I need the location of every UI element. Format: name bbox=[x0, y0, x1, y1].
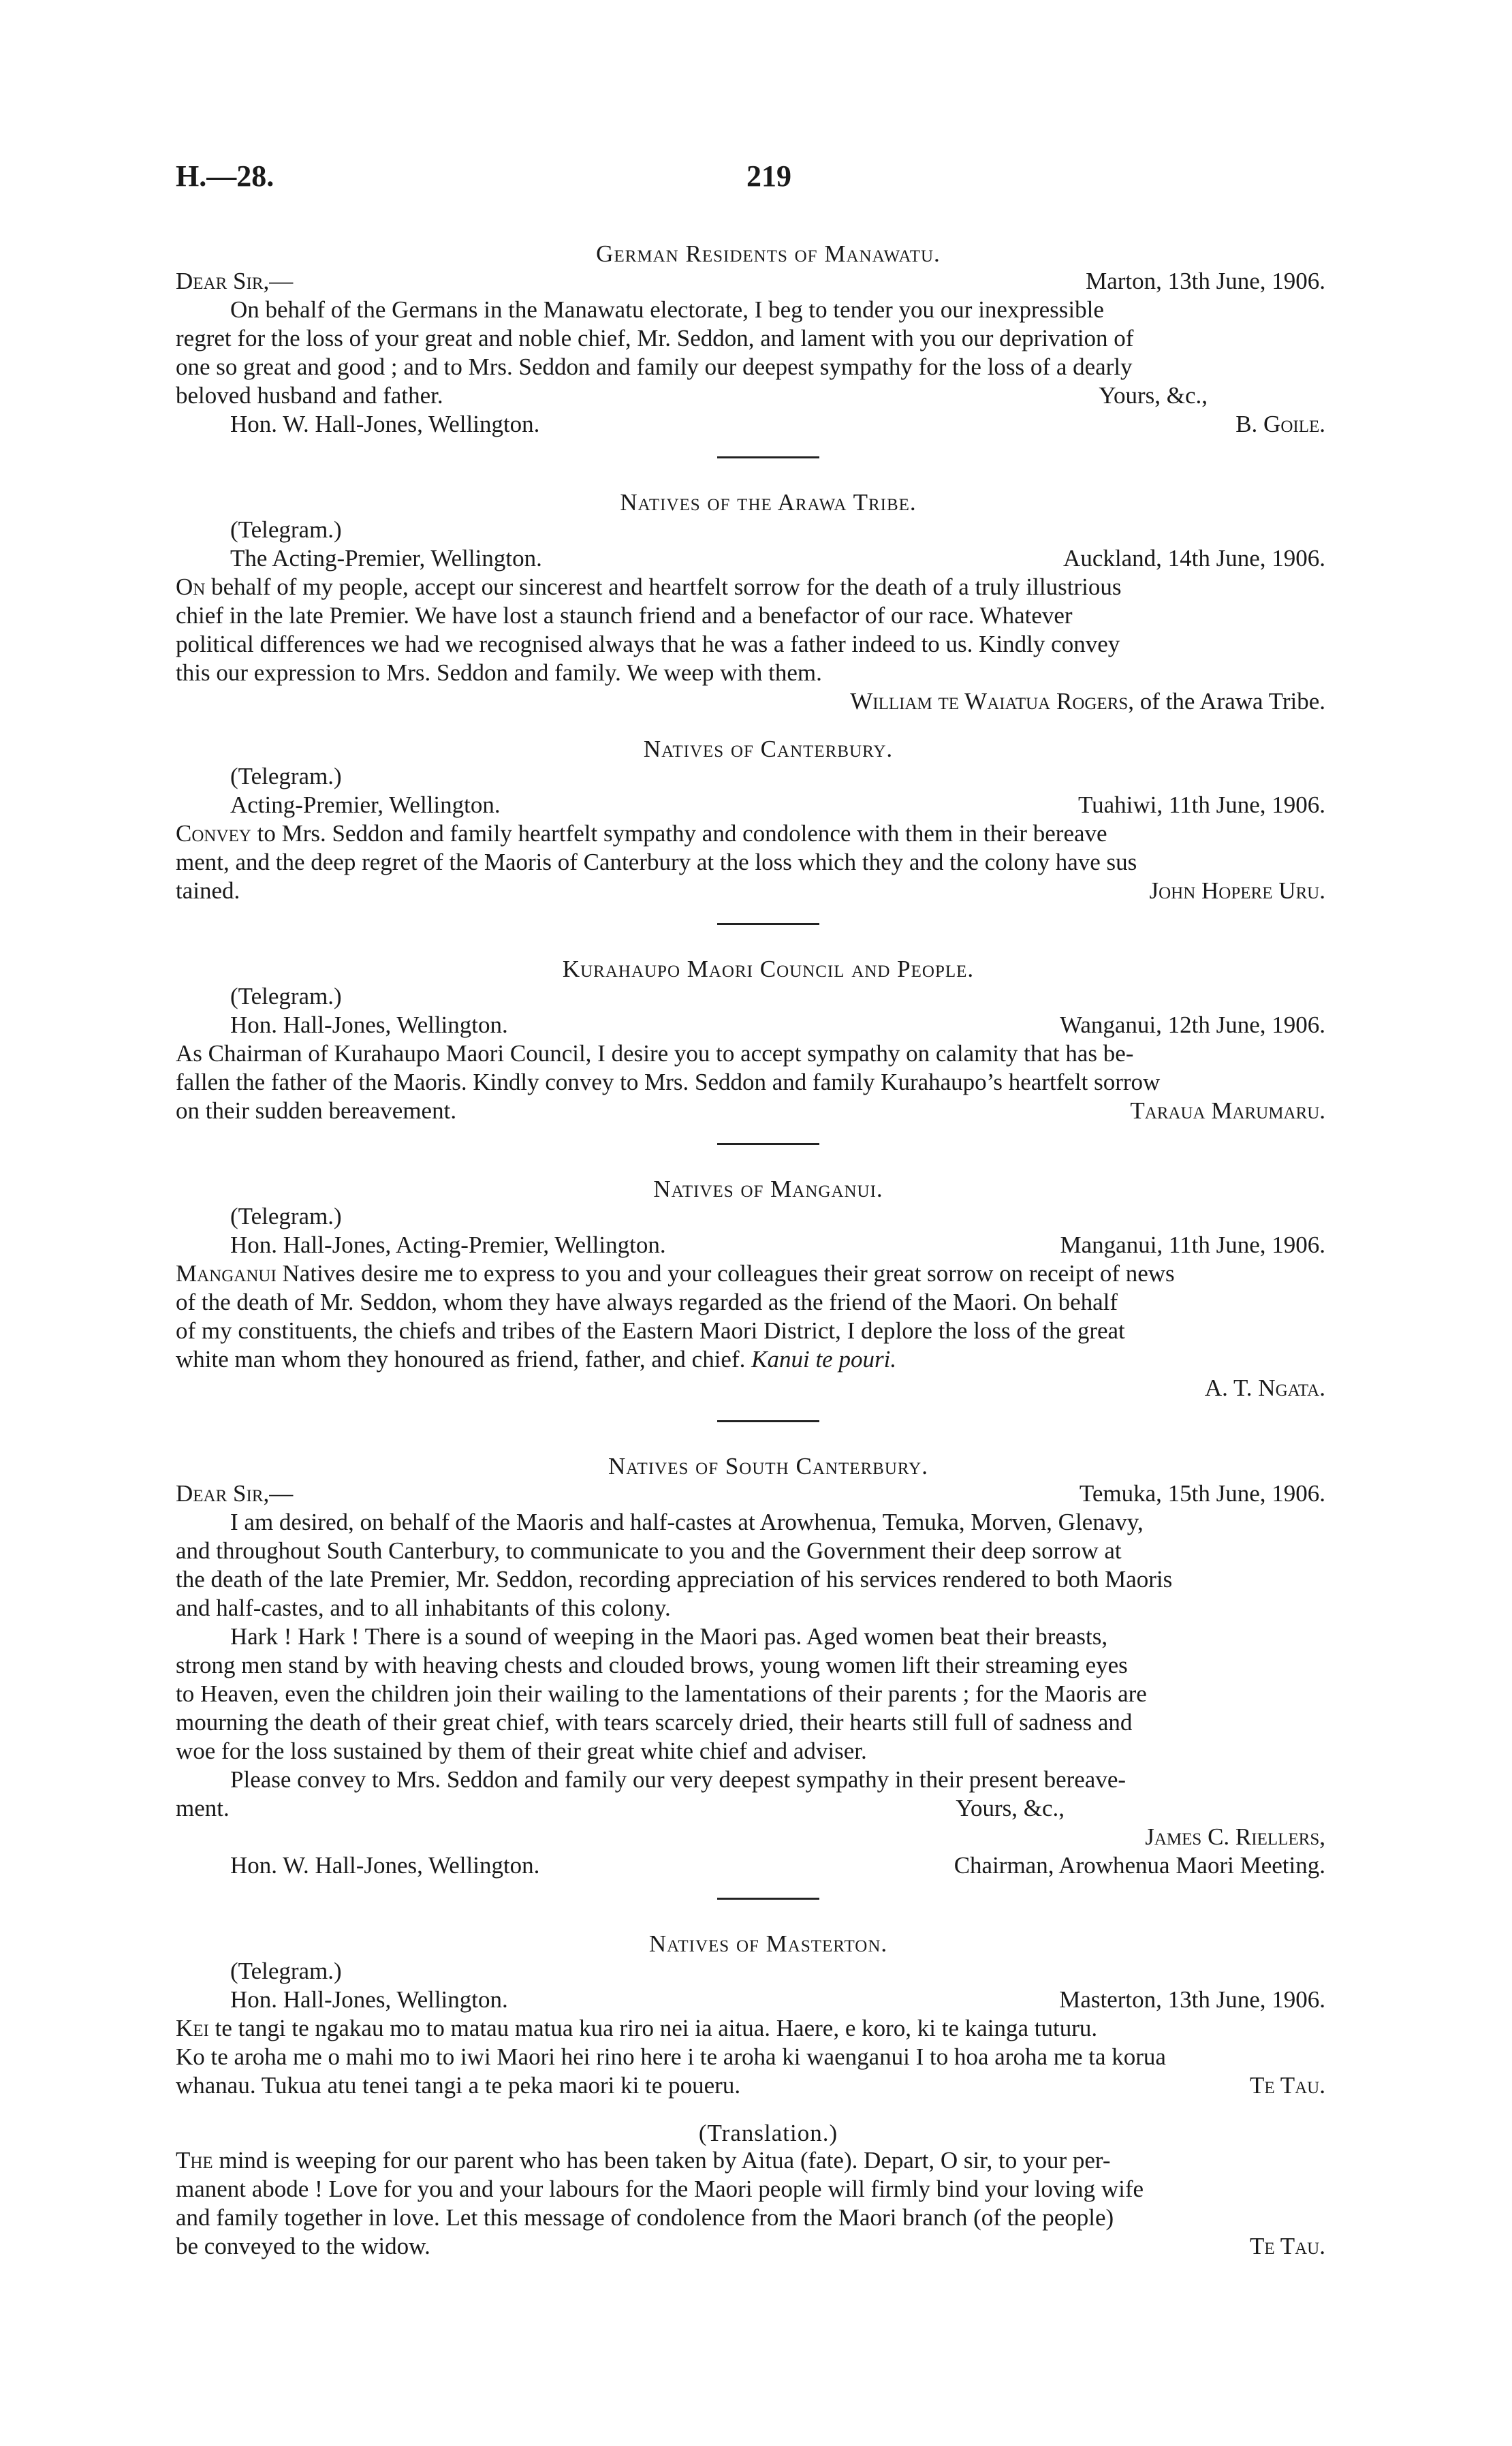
document-body bbox=[176, 240, 1361, 2261]
body-line: whanau. Tukua atu tenei tangi a te peka maori ki te poueru. bbox=[176, 2072, 741, 2099]
section-manganui bbox=[176, 1175, 1361, 1402]
section-kurahaupo bbox=[176, 955, 1361, 1125]
section-divider bbox=[717, 456, 819, 458]
signature-row bbox=[176, 2232, 1361, 2261]
body-line bbox=[176, 2014, 1361, 2043]
body-line: ment. bbox=[176, 1795, 230, 1821]
signature-rest: , of the Arawa Tribe. bbox=[1128, 688, 1325, 715]
body-line: political differences we had we recognised always that he was a father indeed to us. Kindly convey bbox=[176, 631, 1120, 657]
signature-row bbox=[176, 2071, 1361, 2100]
section-divider bbox=[717, 923, 819, 925]
address-row bbox=[176, 1986, 1361, 2014]
body-line: one so great and good ; and to Mrs. Seddon and family our deepest sympathy for the loss of a dearly bbox=[176, 354, 1133, 380]
signature: John Hopere Uru. bbox=[1149, 877, 1325, 904]
body-line: the death of the late Premier, Mr. Seddon, recording appreciation of his services rendered to both Maoris bbox=[176, 1566, 1173, 1593]
body-line bbox=[176, 2146, 1361, 2175]
salutation: Dear Sir,— bbox=[176, 268, 294, 294]
telegram-label: (Telegram.) bbox=[230, 1958, 342, 1984]
dateline: Marton, 13th June, 1906. bbox=[1086, 268, 1325, 294]
section-divider bbox=[717, 1898, 819, 1900]
body-line: strong men stand by with heaving chests and clouded brows, young women lift their streaming eyes bbox=[176, 1652, 1128, 1678]
section-canterbury bbox=[176, 735, 1361, 905]
section-heading: Natives of the Arawa Tribe. bbox=[620, 489, 917, 516]
signature: B. Goile. bbox=[1235, 411, 1325, 437]
signature: Te Tau. bbox=[1249, 2233, 1325, 2259]
translation-heading: (Translation.) bbox=[698, 2120, 838, 2146]
signature-row bbox=[176, 1851, 1361, 1880]
signature-name: William te Waiatua Rogers bbox=[850, 688, 1129, 715]
section-heading: Natives of Canterbury. bbox=[643, 736, 894, 762]
body-line: and half-castes, and to all inhabitants of this colony. bbox=[176, 1595, 671, 1621]
salutation: Dear Sir,— bbox=[176, 1480, 294, 1507]
body-line bbox=[176, 573, 1361, 601]
body-text: behalf of my people, accept our sincerest and heartfelt sorrow for the death of a truly illustrious bbox=[205, 574, 1122, 600]
body-line: woe for the loss sustained by them of their great white chief and adviser. bbox=[176, 1738, 867, 1764]
body-line: beloved husband and father. bbox=[176, 382, 443, 409]
body-line: and family together in love. Let this message of condolence from the Maori branch (of the people) bbox=[176, 2204, 1114, 2231]
dateline: Masterton, 13th June, 1906. bbox=[1059, 1986, 1325, 2013]
body-line: of the death of Mr. Seddon, whom they have always regarded as the friend of the Maori. On behalf bbox=[176, 1289, 1118, 1315]
dateline: Tuahiwi, 11th June, 1906. bbox=[1078, 791, 1325, 818]
body-line bbox=[176, 1345, 1361, 1374]
addressee: Hon. W. Hall-Jones, Wellington. bbox=[230, 1852, 540, 1879]
signature-row bbox=[176, 410, 1361, 439]
page-header bbox=[176, 159, 1238, 196]
body-text: te tangi te ngakau mo to matau matua kua riro nei ia aitua. Haere, e koro, ki te kainga tuturu. bbox=[208, 2015, 1098, 2041]
body-line: and throughout South Canterbury, to communicate to you and the Government their deep sorrow at bbox=[176, 1537, 1122, 1564]
body-line: mourning the death of their great chief, with tears scarcely dried, their hearts still full of sadness and bbox=[176, 1709, 1133, 1736]
body-text: Natives desire me to express to you and your colleagues their great sorrow on receipt of news bbox=[276, 1260, 1175, 1287]
dateline: Temuka, 15th June, 1906. bbox=[1079, 1480, 1325, 1507]
telegram-label: (Telegram.) bbox=[230, 516, 342, 543]
body-line bbox=[176, 819, 1361, 848]
first-word: Convey bbox=[176, 820, 251, 847]
address-row bbox=[176, 544, 1361, 573]
address-row bbox=[176, 1011, 1361, 1039]
body-line: I am desired, on behalf of the Maoris and half-castes at Arowhenua, Temuka, Morven, Glenavy, bbox=[230, 1509, 1144, 1535]
body-line: ment, and the deep regret of the Maoris of Canterbury at the loss which they and the colony have sus bbox=[176, 849, 1137, 875]
signature: James C. Riellers, bbox=[1145, 1823, 1325, 1850]
first-word: On bbox=[176, 574, 206, 600]
section-arawa-tribe bbox=[176, 488, 1361, 716]
body-text: white man whom they honoured as friend, father, and chief. bbox=[176, 1346, 746, 1373]
section-south-canterbury bbox=[176, 1452, 1361, 1880]
section-masterton bbox=[176, 1930, 1361, 2261]
addressee: Acting-Premier, Wellington. bbox=[230, 791, 501, 818]
body-line: regret for the loss of your great and noble chief, Mr. Seddon, and lament with you our deprivation of bbox=[176, 325, 1134, 351]
first-word: The bbox=[176, 2147, 213, 2174]
signature-row bbox=[176, 1097, 1361, 1125]
first-word: Manganui bbox=[176, 1260, 277, 1287]
addressee: Hon. Hall-Jones, Wellington. bbox=[230, 1012, 508, 1038]
signature: Taraua Marumaru. bbox=[1130, 1097, 1325, 1124]
first-word: Kei bbox=[176, 2015, 209, 2041]
section-heading: Natives of South Canterbury. bbox=[608, 1453, 928, 1479]
telegram-label: (Telegram.) bbox=[230, 1203, 342, 1229]
addressee: Hon. Hall-Jones, Acting-Premier, Wellington. bbox=[230, 1232, 666, 1258]
salutation-row bbox=[176, 1479, 1361, 1508]
body-line: Ko te aroha me o mahi mo to iwi Maori hei rino here i te aroha ki waenganui I to hoa aroha me ta korua bbox=[176, 2043, 1166, 2070]
address-row bbox=[176, 1231, 1361, 1259]
body-line: on their sudden bereavement. bbox=[176, 1097, 457, 1124]
page-number: 219 bbox=[746, 159, 791, 193]
dateline: Wanganui, 12th June, 1906. bbox=[1060, 1012, 1325, 1038]
body-line: to Heaven, even the children join their wailing to the lamentations of their parents ; for the Maoris are bbox=[176, 1680, 1147, 1707]
closing-row bbox=[176, 1794, 1361, 1823]
section-heading: Natives of Manganui. bbox=[653, 1176, 883, 1202]
body-line: Hark ! Hark ! There is a sound of weeping in the Maori pas. Aged women beat their breasts, bbox=[230, 1623, 1108, 1650]
body-text: mind is weeping for our parent who has been taken by Aitua (fate). Depart, O sir, to your per- bbox=[212, 2147, 1111, 2174]
addressee: The Acting-Premier, Wellington. bbox=[230, 545, 542, 571]
body-line: of my constituents, the chiefs and tribes of the Eastern Maori District, I deplore the loss of the great bbox=[176, 1317, 1125, 1344]
telegram-label: (Telegram.) bbox=[230, 983, 342, 1009]
paper-code: H.—28. bbox=[176, 159, 274, 193]
body-line bbox=[176, 1259, 1361, 1288]
addressee: Hon. Hall-Jones, Wellington. bbox=[230, 1986, 508, 2013]
body-line: fallen the father of the Maoris. Kindly convey to Mrs. Seddon and family Kurahaupo’s heartfelt sorrow bbox=[176, 1069, 1161, 1095]
section-german-residents bbox=[176, 240, 1361, 439]
signature-row bbox=[176, 877, 1361, 905]
body-line: manent abode ! Love for you and your labours for the Maori people will firmly bind your loving wife bbox=[176, 2176, 1144, 2202]
signature bbox=[176, 687, 1361, 716]
dateline: Manganui, 11th June, 1906. bbox=[1060, 1232, 1325, 1258]
body-line: On behalf of the Germans in the Manawatu electorate, I beg to tender you our inexpressible bbox=[230, 296, 1104, 323]
section-heading: Natives of Masterton. bbox=[648, 1930, 888, 1957]
section-heading: German Residents of Manawatu. bbox=[596, 240, 941, 267]
salutation-row bbox=[176, 267, 1361, 296]
telegram-label: (Telegram.) bbox=[230, 763, 342, 789]
signature: Te Tau. bbox=[1249, 2072, 1325, 2099]
closing-row bbox=[176, 381, 1361, 410]
closing: Yours, &c., bbox=[1099, 382, 1208, 409]
body-line: this our expression to Mrs. Seddon and family. We weep with them. bbox=[176, 659, 822, 686]
body-line: be conveyed to the widow. bbox=[176, 2233, 430, 2259]
body-line: chief in the late Premier. We have lost a staunch friend and a benefactor of our race. Whatever bbox=[176, 602, 1073, 629]
section-divider bbox=[717, 1420, 819, 1422]
addressee: Hon. W. Hall-Jones, Wellington. bbox=[230, 411, 540, 437]
section-divider bbox=[717, 1143, 819, 1145]
maori-phrase: Kanui te pouri. bbox=[751, 1346, 897, 1373]
signatory-title: Chairman, Arowhenua Maori Meeting. bbox=[954, 1852, 1325, 1879]
body-line: As Chairman of Kurahaupo Maori Council, I desire you to accept sympathy on calamity that has be- bbox=[176, 1040, 1134, 1067]
closing: Yours, &c., bbox=[956, 1795, 1065, 1821]
dateline: Auckland, 14th June, 1906. bbox=[1063, 545, 1325, 571]
address-row bbox=[176, 791, 1361, 819]
body-line: tained. bbox=[176, 877, 240, 904]
body-text: to Mrs. Seddon and family heartfelt sympathy and condolence with them in their bereave bbox=[251, 820, 1107, 847]
signature: A. T. Ngata. bbox=[1204, 1375, 1325, 1401]
body-line: Please convey to Mrs. Seddon and family our very deepest sympathy in their present bereave- bbox=[230, 1766, 1127, 1793]
section-heading: Kurahaupo Maori Council and People. bbox=[562, 956, 975, 982]
